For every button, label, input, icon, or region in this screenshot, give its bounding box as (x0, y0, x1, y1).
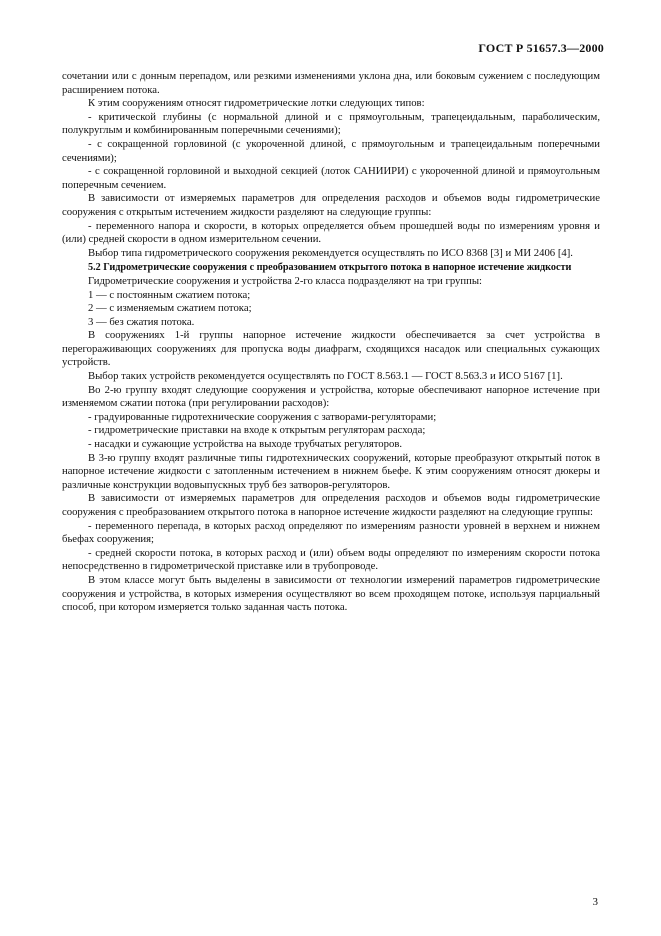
list-item: - переменного перепада, в которых расход определяют по измерениям разности уровней в верхнем и нижнем бьефах сооружения; (62, 519, 600, 546)
page-number: 3 (592, 896, 598, 908)
document-header: ГОСТ Р 51657.3—2000 (478, 41, 604, 55)
paragraph: Во 2-ю группу входят следующие сооружения и устройства, которые обеспечивают напорное истечение при изменяемом сжатии потока (при регулировании расходов): (62, 383, 600, 410)
list-item: - гидрометрические приставки на входе к открытым регуляторам расхода; (88, 424, 426, 437)
paragraph: В 3-ю группу входят различные типы гидротехнических сооружений, которые преобразуют открытый поток в напорное истечение жидкости с затопленным истечением в нижнем бьефе. К этим сооружениям относят дюкеры и различные конструкции водовыпускных труб без затворов-регуляторов. (62, 451, 600, 491)
paragraph: Гидрометрические сооружения и устройства 2-го класса подразделяют на три группы: (88, 274, 482, 287)
list-item: - критической глубины (с нормальной длиной и с прямоугольным, трапецеидальным, параболическим, полукруглым и комбинированным поперечными сечениями); (62, 110, 600, 137)
list-item: - насадки и сужающие устройства на выходе трубчатых регуляторов. (88, 438, 403, 451)
list-item: - средней скорости потока, в которых расход и (или) объем воды определяют по измерениям скорости потока непосредственно в гидрометрической приставке или в трубопроводе. (62, 546, 600, 573)
paragraph: В сооружениях 1-й группы напорное истечение жидкости обеспечивается за счет устройства в перегораживающих сооружениях для пропуска воды диафрагм, сходящихся насадок или специальных сужающих устройств. (62, 329, 600, 369)
list-item: - с сокращенной горловиной (с укороченной длиной, с прямоугольным и трапецеидальным поперечными сечениями); (62, 137, 600, 164)
section-heading: 5.2 Гидрометрические сооружения с преобразованием открытого потока в напорное истечение жидкости (88, 262, 572, 274)
paragraph: В зависимости от измеряемых параметров для определения расходов и объемов воды гидрометрические сооружения с открытым истечением жидкости разделяют на следующие группы: (62, 192, 600, 218)
list-item: 2 — с изменяемым сжатием потока; (88, 302, 252, 315)
paragraph: К этим сооружениям относят гидрометрические лотки следующих типов: (88, 97, 425, 110)
paragraph: Выбор типа гидрометрического сооружения рекомендуется осуществлять по ИСО 8368 [3] и МИ 2406 [4]. (88, 246, 573, 259)
page-body (62, 70, 600, 615)
list-item: 1 — с постоянным сжатием потока; (88, 288, 251, 301)
paragraph: В этом классе могут быть выделены в зависимости от технологии измерений параметров гидрометрические сооружения и устройства, в которых измерения осуществляют во всем проходящем потоке, используя парциальный способ, при котором измеряется только заданная часть потока. (62, 573, 600, 614)
list-item: 3 — без сжатия потока. (88, 315, 195, 328)
list-item: - с сокращенной горловиной и выходной секцией (лоток САНИИРИ) с укороченной длиной и прямоугольным поперечным сечением. (62, 165, 600, 191)
list-item: - градуированные гидротехнические сооружения с затворами-регуляторами; (88, 410, 437, 423)
list-item: - переменного напора и скорости, в которых определяется объем прошедшей воды по измерениям уровня и (или) средней скорости в одном измерительном сечении. (62, 219, 600, 246)
paragraph: сочетании или с донным перепадом, или резкими изменениями уклона дна, или боковым сужением с последующим расширением потока. (62, 70, 600, 96)
paragraph: Выбор таких устройств рекомендуется осуществлять по ГОСТ 8.563.1 — ГОСТ 8.563.3 и ИСО 5167 [1]. (88, 370, 563, 383)
paragraph: В зависимости от измеряемых параметров для определения расходов и объемов воды гидрометрические сооружения с преобразованием открытого потока в напорное истечение жидкости разделяют на следующие группы: (62, 492, 600, 518)
